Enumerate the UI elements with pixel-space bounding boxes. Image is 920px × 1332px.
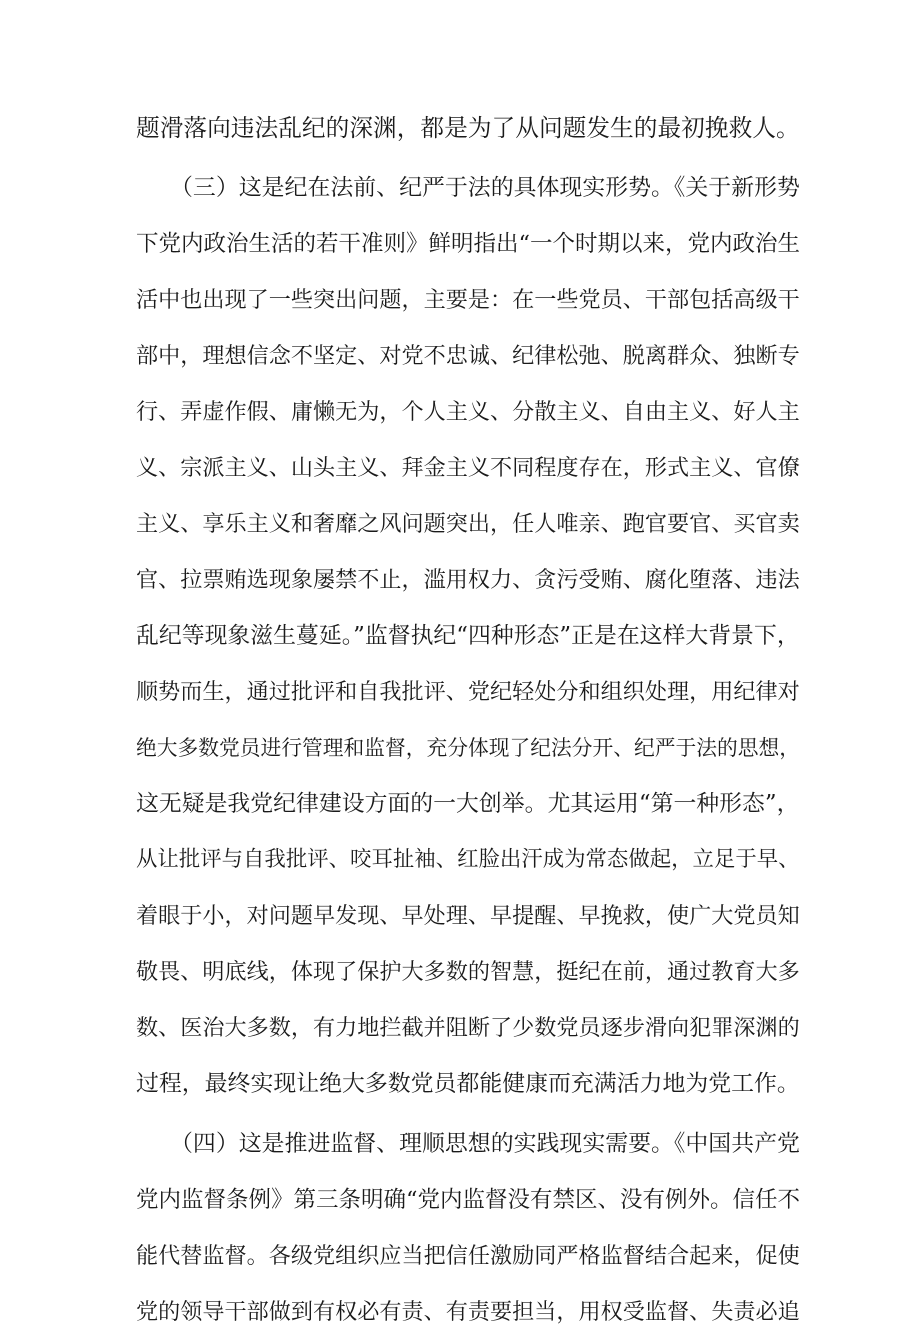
text-line: 乱纪等现象滋生蔓延。”监督执纪“四种形态”正是在这样大背景下，	[136, 623, 800, 649]
text-line: 从让批评与自我批评、咬耳扯袖、红脸出汗成为常态做起，立足于早、	[136, 847, 800, 872]
text-line: 能代替监督。各级党组织应当把信任激励同严格监督结合起来，促使	[136, 1243, 800, 1269]
text-line: 题滑落向违法乱纪的深渊，都是为了从问题发生的最初挽救人。	[136, 114, 800, 142]
text-line: 官、拉票贿选现象屡禁不止，滥用权力、贪污受贿、腐化堕落、违法	[136, 567, 800, 593]
text-line: 行、弄虚作假、庸懒无为，个人主义、分散主义、自由主义、好人主	[136, 399, 800, 425]
text-line: 这无疑是我党纪律建设方面的一大创举。尤其运用“第一种形态”，	[136, 791, 800, 817]
text-line: 主义、享乐主义和奢靡之风问题突出，任人唯亲、跑官要官、买官卖	[136, 511, 800, 537]
text-line: 下党内政治生活的若干准则》鲜明指出“一个时期以来，党内政治生	[136, 231, 801, 257]
text-line: 顺势而生，通过批评和自我批评、党纪轻处分和组织处理，用纪律对	[136, 679, 800, 705]
text-line: 着眼于小，对问题早发现、早处理、早提醒、早挽救，使广大党员知	[136, 903, 800, 929]
text-line: 过程，最终实现让绝大多数党员都能健康而充满活力地为党工作。	[136, 1071, 800, 1097]
section-heading-line: （四）这是推进监督、理顺思想的实践现实需要。《中国共产党	[170, 1131, 800, 1157]
text-line: 义、宗派主义、山头主义、拜金主义不同程度存在，形式主义、官僚	[136, 455, 800, 481]
text-line: 党的领导干部做到有权必有责、有责要担当，用权受监督、失责必追	[136, 1299, 800, 1325]
text-line: 党内监督条例》第三条明确“党内监督没有禁区、没有例外。信任不	[136, 1187, 801, 1213]
text-line: 活中也出现了一些突出问题，主要是：在一些党员、干部包括高级干	[136, 287, 800, 313]
text-line: 部中，理想信念不坚定、对党不忠诚、纪律松弛、脱离群众、独断专	[136, 343, 800, 369]
text-line: 绝大多数党员进行管理和监督，充分体现了纪法分开、纪严于法的思想，	[136, 736, 801, 760]
text-line: 数、医治大多数，有力地拦截并阻断了少数党员逐步滑向犯罪深渊的	[136, 1015, 800, 1041]
text-line: 敬畏、明底线，体现了保护大多数的智慧，挺纪在前，通过教育大多	[136, 959, 800, 985]
section-heading-line: （三）这是纪在法前、纪严于法的具体现实形势。《关于新形势	[170, 175, 800, 201]
